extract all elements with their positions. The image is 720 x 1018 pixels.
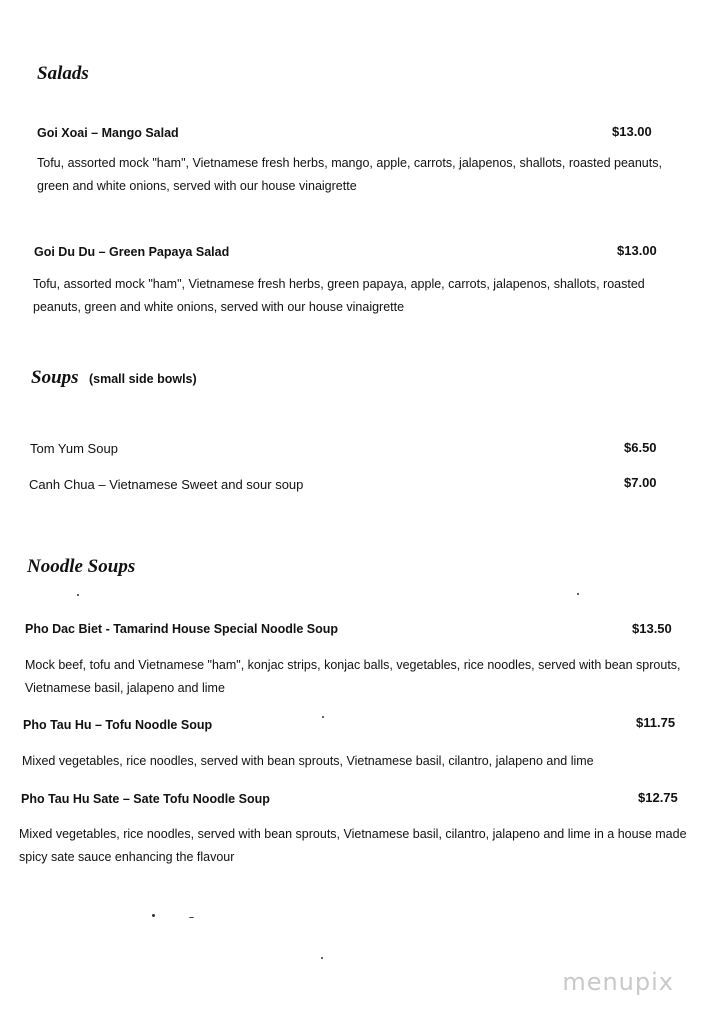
menu-item-name: Goi Du Du – Green Papaya Salad [34,245,230,259]
section-heading-noodle-soups: Noodle Soups [27,556,136,577]
menu-item-name: Goi Xoai – Mango Salad [37,126,179,140]
menu-item-description: Mixed vegetables, rice noodles, served with bean sprouts, Vietnamese basil, cilantro, jalapeno and lime in a house made spicy sate sauce enhancing the flavour [19,827,687,864]
scan-speck [189,917,194,918]
menu-item-price: $13.00 [617,243,657,258]
menu-item-price: $13.00 [612,124,652,139]
menu-item-description: Mock beef, tofu and Vietnamese "ham", konjac strips, konjac balls, vegetables, rice noodles, served with bean sprouts, Vietnamese basil, jalapeno and lime [25,658,681,695]
section-heading-soups-row [31,367,197,389]
menu-item-price: $13.50 [632,621,672,636]
section-heading-soups: Soups [31,367,79,388]
menu-item-price: $12.75 [638,790,678,805]
scan-speck [152,914,155,917]
section-heading-salads: Salads [37,63,89,84]
menu-item-price: $7.00 [624,475,657,490]
menu-item-name: Tom Yum Soup [30,441,118,456]
menu-item-name: Pho Dac Biet - Tamarind House Special Noodle Soup [25,622,339,636]
menu-item-description: Tofu, assorted mock "ham", Vietnamese fresh herbs, mango, apple, carrots, jalapenos, shallots, roasted peanuts, green and white onions, served with our house vinaigrette [37,156,662,193]
menu-item-description: Mixed vegetables, rice noodles, served with bean sprouts, Vietnamese basil, cilantro, jalapeno and lime [22,754,594,768]
menu-item-price: $6.50 [624,440,657,455]
section-subheading: (small side bowls) [88,372,197,386]
scan-speck [322,716,324,718]
scan-speck [577,593,579,595]
menu-item-name: Canh Chua – Vietnamese Sweet and sour soup [29,477,304,492]
menupix-watermark: menupix [562,968,674,996]
menu-item-name: Pho Tau Hu Sate – Sate Tofu Noodle Soup [21,792,270,806]
menu-item-name: Pho Tau Hu – Tofu Noodle Soup [23,718,213,732]
menu-item-price: $11.75 [636,715,676,730]
scan-speck [77,594,79,596]
menu-item-description: Tofu, assorted mock "ham", Vietnamese fresh herbs, green papaya, apple, carrots, jalapenos, shallots, roasted peanuts, green and white onions, served with our house vinaigrette [33,277,645,314]
scan-speck [321,957,323,959]
